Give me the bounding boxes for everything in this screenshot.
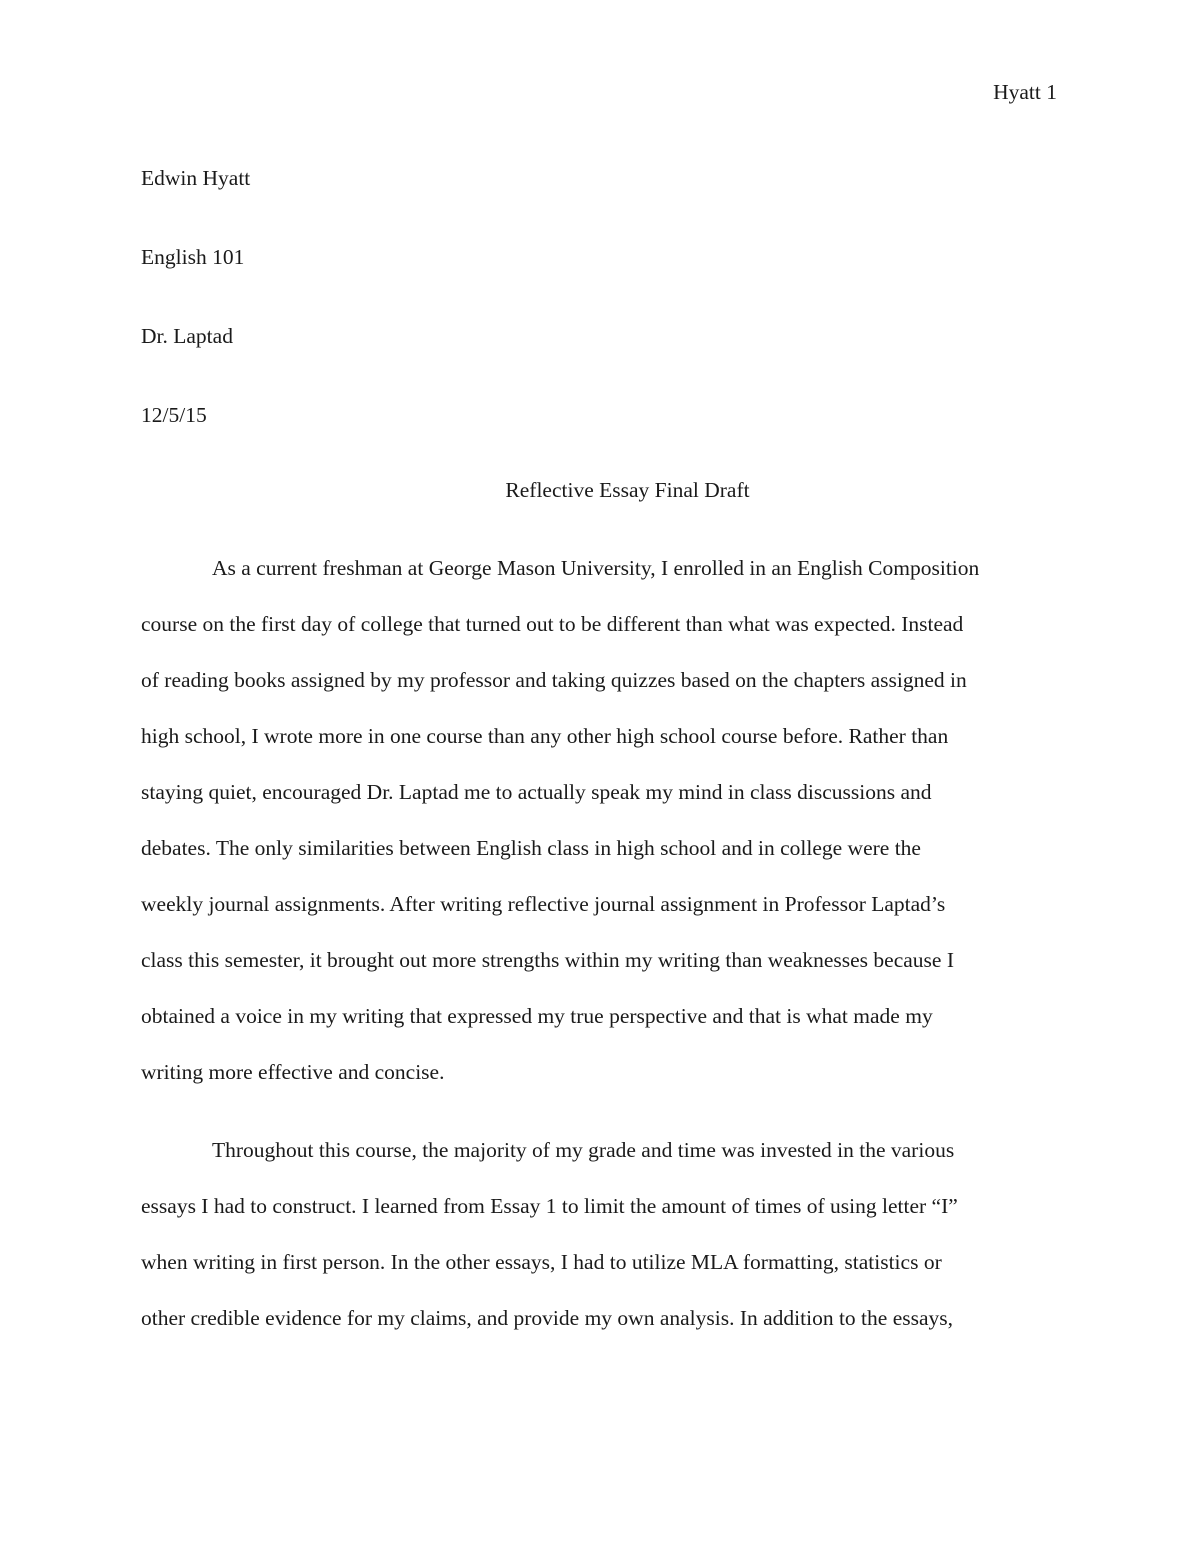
text-line: class this semester, it brought out more strengths within my writing than weaknesses because I [141, 948, 954, 972]
running-head: Hyatt 1 [993, 80, 1057, 104]
essay-date: 12/5/15 [141, 403, 207, 427]
text-line: obtained a voice in my writing that expressed my true perspective and that is what made my [141, 1004, 933, 1028]
text-line: high school, I wrote more in one course than any other high school course before. Rather than [141, 724, 949, 748]
text-line: essays I had to construct. I learned from Essay 1 to limit the amount of times of using letter “I” [141, 1194, 958, 1218]
heading-block [141, 164, 1061, 429]
course-name: English 101 [141, 245, 245, 269]
text-line: As a current freshman at George Mason University, I enrolled in an English Composition [212, 556, 980, 580]
text-line: debates. The only similarities between English class in high school and in college were the [141, 836, 921, 860]
paragraph [141, 549, 1061, 1109]
text-line: weekly journal assignments. After writing reflective journal assignment in Professor Laptad’s [141, 892, 946, 916]
author-name: Edwin Hyatt [141, 166, 251, 190]
instructor-name: Dr. Laptad [141, 324, 233, 348]
text-line: of reading books assigned by my professor and taking quizzes based on the chapters assigned in [141, 668, 967, 692]
essay-title: Reflective Essay Final Draft [505, 478, 750, 502]
paragraph [141, 1131, 1061, 1355]
text-line: when writing in first person. In the other essays, I had to utilize MLA formatting, statistics or [141, 1250, 942, 1274]
essay-body [141, 549, 1061, 1355]
text-line: staying quiet, encouraged Dr. Laptad me to actually speak my mind in class discussions and [141, 780, 932, 804]
paragraph-gap [141, 1109, 1061, 1131]
text-line: writing more effective and concise. [141, 1060, 445, 1084]
text-line: course on the first day of college that turned out to be different than what was expected. Instead [141, 612, 964, 636]
text-line: Throughout this course, the majority of my grade and time was invested in the various [212, 1138, 955, 1162]
text-line: other credible evidence for my claims, and provide my own analysis. In addition to the essays, [141, 1306, 954, 1330]
